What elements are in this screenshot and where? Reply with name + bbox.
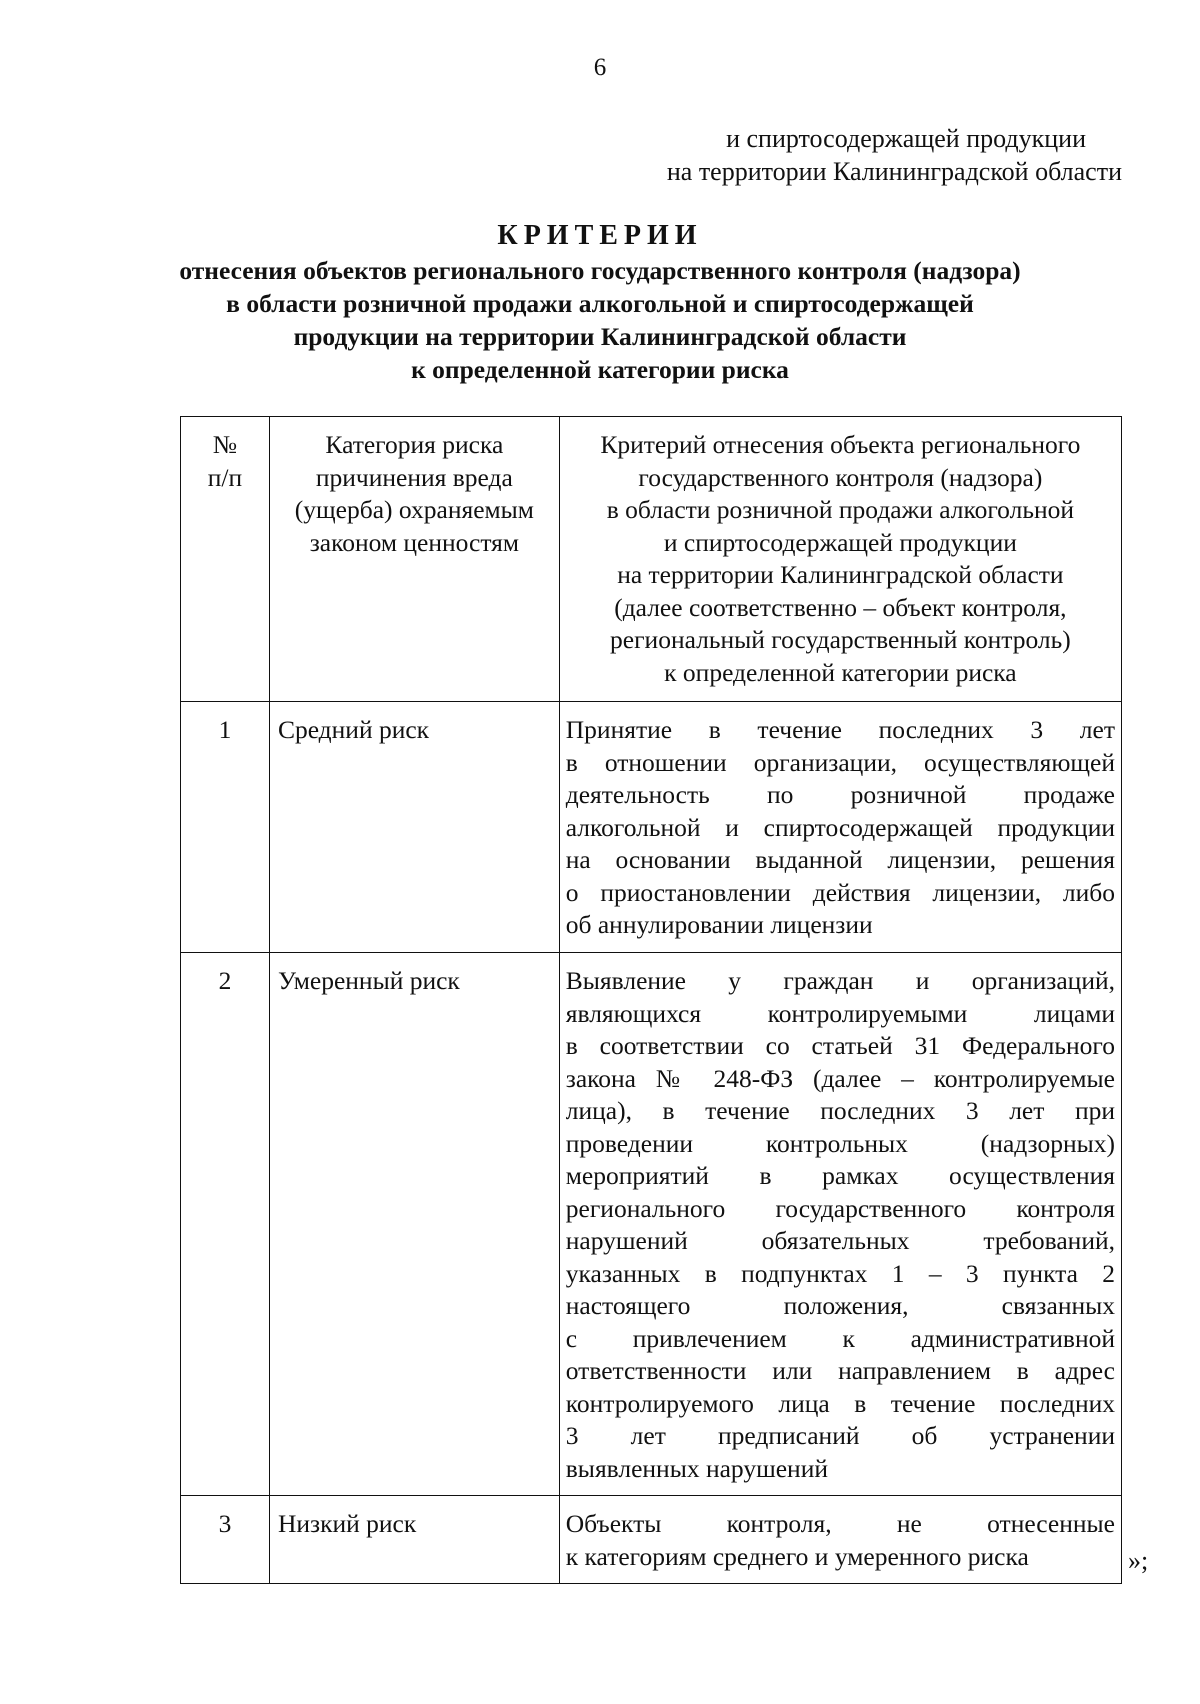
page-number: 6: [593, 54, 607, 81]
criterion-line: к категориям среднего и умеренного риска: [565, 1541, 1029, 1571]
criterion-line: алкогольной и спиртосодержащей продукции: [565, 812, 1115, 842]
criterion-line: на основании выданной лицензии, решения: [565, 845, 1115, 874]
header-cell-criterion: [559, 417, 1121, 702]
header-line: (далее соответственно – объект контроля,: [614, 592, 1067, 622]
criterion-line: проведении контрольных (надзорных): [565, 1128, 1115, 1158]
table-header-row: [181, 417, 1122, 702]
criterion-line: ответственности или направлением в адрес: [565, 1356, 1115, 1385]
criterion-line: Выявление у граждан и организаций,: [565, 966, 1115, 995]
title-block: [160, 218, 1040, 386]
header-line: (ущерба) охраняемым: [294, 495, 534, 524]
table-row: [181, 1496, 1122, 1584]
table-row: [181, 953, 1122, 1496]
risk-criterion: [559, 702, 1121, 953]
header-line: Критерий отнесения объекта регионального: [600, 430, 1081, 459]
header-line: государственного контроля (надзора): [638, 462, 1043, 492]
header-line: законом ценностям: [309, 527, 519, 557]
criterion-line: выявленных нарушений: [565, 1453, 828, 1483]
criterion-line: контролируемого лица в течение последних: [565, 1388, 1115, 1418]
header-line: Категория риска: [325, 430, 504, 459]
closing-quote-mark: »;: [1128, 1546, 1149, 1575]
criterion-line: лица), в течение последних 3 лет при: [565, 1096, 1115, 1125]
criterion-line: с привлечением к административной: [565, 1323, 1115, 1353]
row-number: 3: [181, 1496, 270, 1584]
criteria-table: [180, 416, 1122, 1584]
document-title: КРИТЕРИИ: [497, 220, 703, 251]
header-line: причинения вреда: [315, 462, 513, 492]
header-line: в области розничной продажи алкогольной: [606, 495, 1074, 524]
criterion-line: закона № 248-ФЗ (далее – контролируемые: [565, 1063, 1115, 1093]
subtitle-line: в области розничной продажи алкогольной и спиртосодержащей: [226, 289, 974, 318]
criterion-line: настоящего положения, связанных: [565, 1291, 1115, 1320]
risk-criterion: [559, 953, 1121, 1496]
header-line: на территории Калининградской области: [617, 560, 1064, 589]
row-number: 2: [181, 953, 270, 1496]
criterion-line: указанных в подпунктах 1 – 3 пункта 2: [565, 1258, 1115, 1288]
risk-criterion: [559, 1496, 1121, 1584]
header-note: [562, 122, 1122, 188]
header-cell-number: [181, 417, 270, 702]
header-line: к определенной категории риска: [664, 657, 1017, 687]
header-line: и спиртосодержащей продукции: [663, 527, 1017, 557]
criterion-line: регионального государственного контроля: [565, 1193, 1115, 1223]
header-note-line: и спиртосодержащей продукции: [726, 124, 1086, 153]
criterion-line: о приостановлении действия лицензии, либо: [565, 877, 1115, 907]
subtitle-line: к определенной категории риска: [411, 355, 789, 384]
subtitle-line: отнесения объектов регионального государственного контроля (надзора): [179, 256, 1021, 285]
criterion-line: Объекты контроля, не отнесенные: [565, 1509, 1115, 1538]
criterion-line: мероприятий в рамках осуществления: [565, 1161, 1115, 1190]
header-line: №: [212, 430, 238, 459]
subtitle-line: продукции на территории Калининградской области: [293, 322, 907, 351]
criterion-line: нарушений обязательных требований,: [565, 1226, 1115, 1255]
header-line: п/п: [207, 462, 243, 492]
header-line: региональный государственный контроль): [610, 625, 1071, 654]
criterion-line: деятельность по розничной продаже: [565, 780, 1115, 809]
criterion-line: 3 лет предписаний об устранении: [565, 1421, 1115, 1450]
criterion-line: Принятие в течение последних 3 лет: [565, 715, 1115, 744]
criterion-line: об аннулировании лицензии: [565, 910, 873, 939]
document-subtitle: [160, 254, 1040, 386]
risk-category: Умеренный риск: [269, 953, 559, 1496]
row-number: 1: [181, 702, 270, 953]
criterion-line: в соответствии со статьей 31 Федерального: [565, 1031, 1115, 1060]
risk-category: Низкий риск: [269, 1496, 559, 1584]
criterion-line: являющихся контролируемыми лицами: [565, 998, 1115, 1028]
table-row: [181, 702, 1122, 953]
criterion-line: в отношении организации, осуществляющей: [565, 747, 1115, 777]
header-note-line: на территории Калининградской области: [666, 157, 1122, 186]
risk-category: Средний риск: [269, 702, 559, 953]
header-cell-category: [269, 417, 559, 702]
